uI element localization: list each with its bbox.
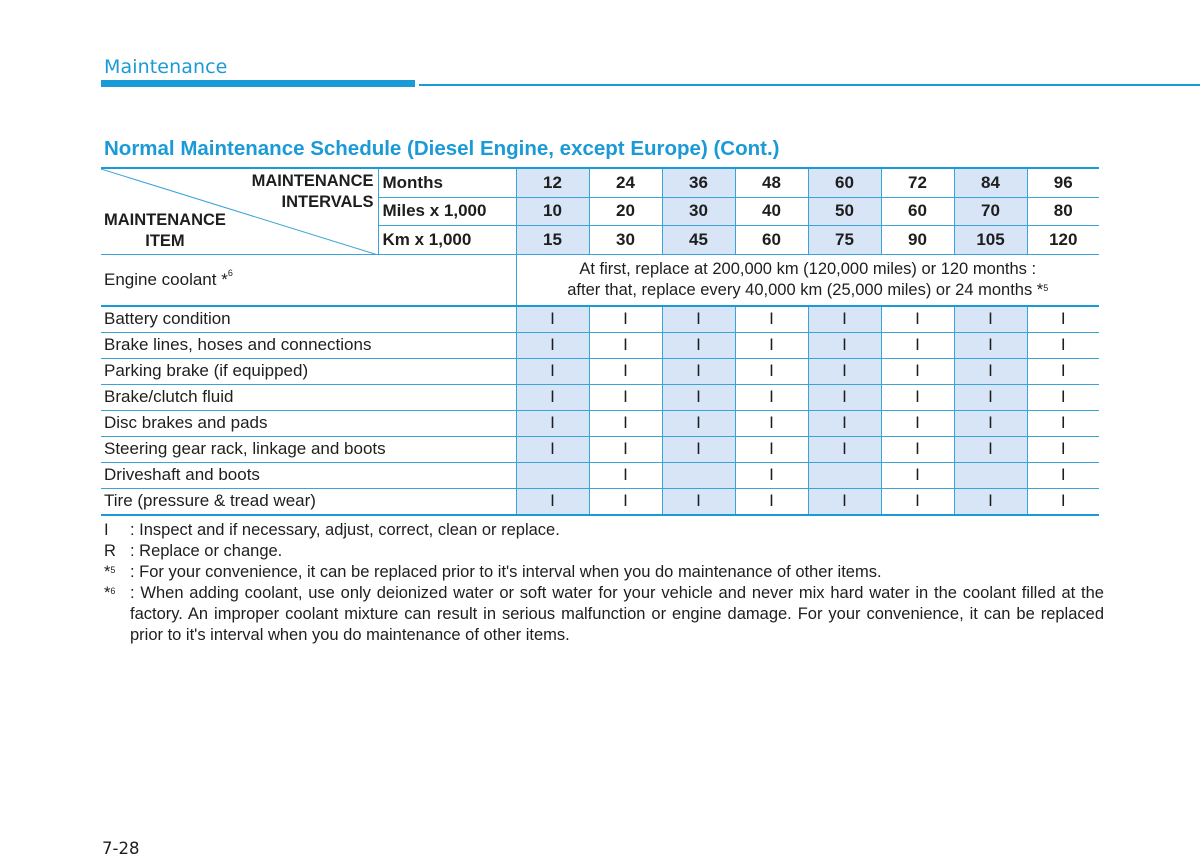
schedule-row bbox=[101, 384, 1099, 410]
maintenance-item-name: Parking brake (if equipped) bbox=[101, 358, 516, 384]
schedule-cell: I bbox=[662, 358, 735, 384]
maintenance-item-name: Battery condition bbox=[101, 306, 516, 333]
schedule-cell: I bbox=[808, 306, 881, 333]
maintenance-item-name: Driveshaft and boots bbox=[101, 462, 516, 488]
schedule-cell: I bbox=[735, 384, 808, 410]
schedule-cell: I bbox=[954, 488, 1027, 515]
interval-value: 30 bbox=[589, 226, 662, 255]
schedule-cell: I bbox=[808, 384, 881, 410]
schedule-cell: I bbox=[735, 332, 808, 358]
footnote-5-sup: 5 bbox=[110, 565, 116, 575]
schedule-cell: I bbox=[662, 332, 735, 358]
schedule-cell: I bbox=[1027, 436, 1099, 462]
footnote-5-text: : For your convenience, it can be replaced prior to it's interval when you do maintenance of other items. bbox=[130, 563, 882, 581]
schedule-row bbox=[101, 358, 1099, 384]
interval-value: 105 bbox=[954, 226, 1027, 255]
schedule-cell: I bbox=[589, 488, 662, 515]
note-replace-text: : Replace or change. bbox=[130, 542, 283, 560]
schedule-cell: I bbox=[662, 410, 735, 436]
schedule-row bbox=[101, 488, 1099, 515]
schedule-cell: I bbox=[662, 488, 735, 515]
coolant-line2: after that, replace every 40,000 km (25,000 miles) or 24 months * bbox=[567, 280, 1044, 299]
schedule-cell: I bbox=[735, 462, 808, 488]
section-title: Maintenance bbox=[104, 56, 228, 78]
interval-label: Km x 1,000 bbox=[378, 226, 516, 255]
schedule-cell: I bbox=[662, 436, 735, 462]
footnote-6-text: : When adding coolant, use only deionized water or soft water for your vehicle and never mix hard water in the coolant filled at the factory. An improper coolant mixture can result in serious malfunction or engine damage. For your convenience, it can be replaced prior to it's interval when you do maintenance of other items. bbox=[130, 584, 1104, 644]
interval-value: 12 bbox=[516, 168, 589, 197]
schedule-cell: I bbox=[954, 306, 1027, 333]
schedule-cell: I bbox=[516, 436, 589, 462]
schedule-cell: I bbox=[808, 410, 881, 436]
item-heading-line2: ITEM bbox=[145, 232, 185, 250]
item-heading-line1: MAINTENANCE bbox=[104, 211, 226, 229]
interval-value: 24 bbox=[589, 168, 662, 197]
schedule-cell: I bbox=[589, 436, 662, 462]
schedule-row bbox=[101, 332, 1099, 358]
schedule-cell: I bbox=[516, 488, 589, 515]
schedule-cell: I bbox=[881, 488, 954, 515]
schedule-cell: I bbox=[881, 436, 954, 462]
schedule-cell bbox=[662, 462, 735, 488]
schedule-cell: I bbox=[881, 410, 954, 436]
schedule-cell: I bbox=[1027, 488, 1099, 515]
schedule-cell: I bbox=[881, 462, 954, 488]
schedule-cell bbox=[954, 462, 1027, 488]
interval-label: Miles x 1,000 bbox=[378, 197, 516, 226]
intervals-heading-line1: MAINTENANCE bbox=[251, 172, 374, 190]
interval-value: 84 bbox=[954, 168, 1027, 197]
page-number: 7-28 bbox=[102, 839, 140, 858]
interval-value: 10 bbox=[516, 197, 589, 226]
schedule-cell: I bbox=[954, 332, 1027, 358]
schedule-cell: I bbox=[735, 488, 808, 515]
schedule-cell: I bbox=[881, 358, 954, 384]
footnote-6-sup: 6 bbox=[110, 586, 116, 596]
note-inspect-key: I bbox=[104, 521, 109, 539]
interval-value: 15 bbox=[516, 226, 589, 255]
schedule-row bbox=[101, 436, 1099, 462]
interval-value: 36 bbox=[662, 168, 735, 197]
schedule-cell: I bbox=[954, 358, 1027, 384]
intervals-heading-line2: INTERVALS bbox=[281, 193, 374, 211]
maintenance-item-name: Brake/clutch fluid bbox=[101, 384, 516, 410]
schedule-row bbox=[101, 410, 1099, 436]
interval-row-months bbox=[101, 168, 1099, 197]
header-rule-thin bbox=[419, 84, 1200, 86]
maintenance-item-name: Steering gear rack, linkage and boots bbox=[101, 436, 516, 462]
interval-value: 75 bbox=[808, 226, 881, 255]
interval-value: 48 bbox=[735, 168, 808, 197]
coolant-item-cell bbox=[101, 254, 516, 306]
coolant-schedule-cell bbox=[516, 254, 1099, 306]
schedule-cell: I bbox=[808, 332, 881, 358]
schedule-cell: I bbox=[954, 384, 1027, 410]
note-inspect bbox=[104, 520, 1104, 541]
schedule-cell: I bbox=[1027, 358, 1099, 384]
interval-value: 50 bbox=[808, 197, 881, 226]
footnote-5-key: * bbox=[104, 563, 111, 581]
maintenance-item-name: Disc brakes and pads bbox=[101, 410, 516, 436]
interval-value: 60 bbox=[735, 226, 808, 255]
schedule-cell: I bbox=[516, 306, 589, 333]
interval-value: 80 bbox=[1027, 197, 1099, 226]
interval-value: 120 bbox=[1027, 226, 1099, 255]
table-title: Normal Maintenance Schedule (Diesel Engine, except Europe) (Cont.) bbox=[104, 137, 780, 160]
schedule-cell: I bbox=[808, 436, 881, 462]
schedule-cell: I bbox=[808, 488, 881, 515]
interval-value: 96 bbox=[1027, 168, 1099, 197]
note-replace-key: R bbox=[104, 542, 116, 560]
footnote-5 bbox=[104, 562, 1104, 583]
interval-value: 20 bbox=[589, 197, 662, 226]
interval-value: 72 bbox=[881, 168, 954, 197]
schedule-cell: I bbox=[516, 384, 589, 410]
interval-value: 70 bbox=[954, 197, 1027, 226]
legend-notes bbox=[104, 520, 1104, 646]
schedule-cell: I bbox=[881, 306, 954, 333]
interval-value: 40 bbox=[735, 197, 808, 226]
schedule-cell: I bbox=[1027, 332, 1099, 358]
schedule-cell: I bbox=[881, 384, 954, 410]
schedule-cell: I bbox=[589, 306, 662, 333]
schedule-cell: I bbox=[589, 358, 662, 384]
schedule-cell: I bbox=[735, 306, 808, 333]
footnote-6 bbox=[104, 583, 1104, 646]
schedule-row bbox=[101, 306, 1099, 333]
coolant-line1: At first, replace at 200,000 km (120,000 miles) or 120 months : bbox=[579, 259, 1037, 278]
interval-value: 60 bbox=[808, 168, 881, 197]
interval-value: 60 bbox=[881, 197, 954, 226]
header-rule-thick bbox=[101, 80, 415, 87]
schedule-cell bbox=[808, 462, 881, 488]
schedule-cell: I bbox=[589, 384, 662, 410]
schedule-cell: I bbox=[735, 410, 808, 436]
schedule-row bbox=[101, 462, 1099, 488]
schedule-cell: I bbox=[589, 462, 662, 488]
schedule-cell: I bbox=[735, 436, 808, 462]
coolant-item-footnote: 6 bbox=[227, 267, 233, 278]
note-inspect-text: : Inspect and if necessary, adjust, correct, clean or replace. bbox=[130, 521, 560, 539]
coolant-row bbox=[101, 254, 1099, 306]
schedule-cell: I bbox=[662, 306, 735, 333]
coolant-line2-footnote: 5 bbox=[1043, 282, 1049, 293]
schedule-cell: I bbox=[1027, 306, 1099, 333]
schedule-cell: I bbox=[954, 410, 1027, 436]
schedule-cell: I bbox=[516, 332, 589, 358]
maintenance-item-name: Brake lines, hoses and connections bbox=[101, 332, 516, 358]
schedule-cell bbox=[516, 462, 589, 488]
maintenance-schedule-table bbox=[101, 167, 1099, 516]
schedule-cell: I bbox=[881, 332, 954, 358]
schedule-cell: I bbox=[1027, 462, 1099, 488]
interval-value: 30 bbox=[662, 197, 735, 226]
schedule-cell: I bbox=[735, 358, 808, 384]
coolant-item-label: Engine coolant * bbox=[104, 269, 228, 289]
footnote-6-key: * bbox=[104, 584, 111, 602]
schedule-cell: I bbox=[516, 358, 589, 384]
schedule-cell: I bbox=[954, 436, 1027, 462]
schedule-cell: I bbox=[808, 358, 881, 384]
note-replace bbox=[104, 541, 1104, 562]
interval-value: 90 bbox=[881, 226, 954, 255]
schedule-cell: I bbox=[516, 410, 589, 436]
schedule-cell: I bbox=[1027, 410, 1099, 436]
interval-label: Months bbox=[378, 168, 516, 197]
interval-value: 45 bbox=[662, 226, 735, 255]
schedule-cell: I bbox=[589, 410, 662, 436]
schedule-cell: I bbox=[589, 332, 662, 358]
schedule-cell: I bbox=[1027, 384, 1099, 410]
header-corner-cell bbox=[101, 168, 378, 254]
maintenance-item-name: Tire (pressure & tread wear) bbox=[101, 488, 516, 515]
schedule-cell: I bbox=[662, 384, 735, 410]
